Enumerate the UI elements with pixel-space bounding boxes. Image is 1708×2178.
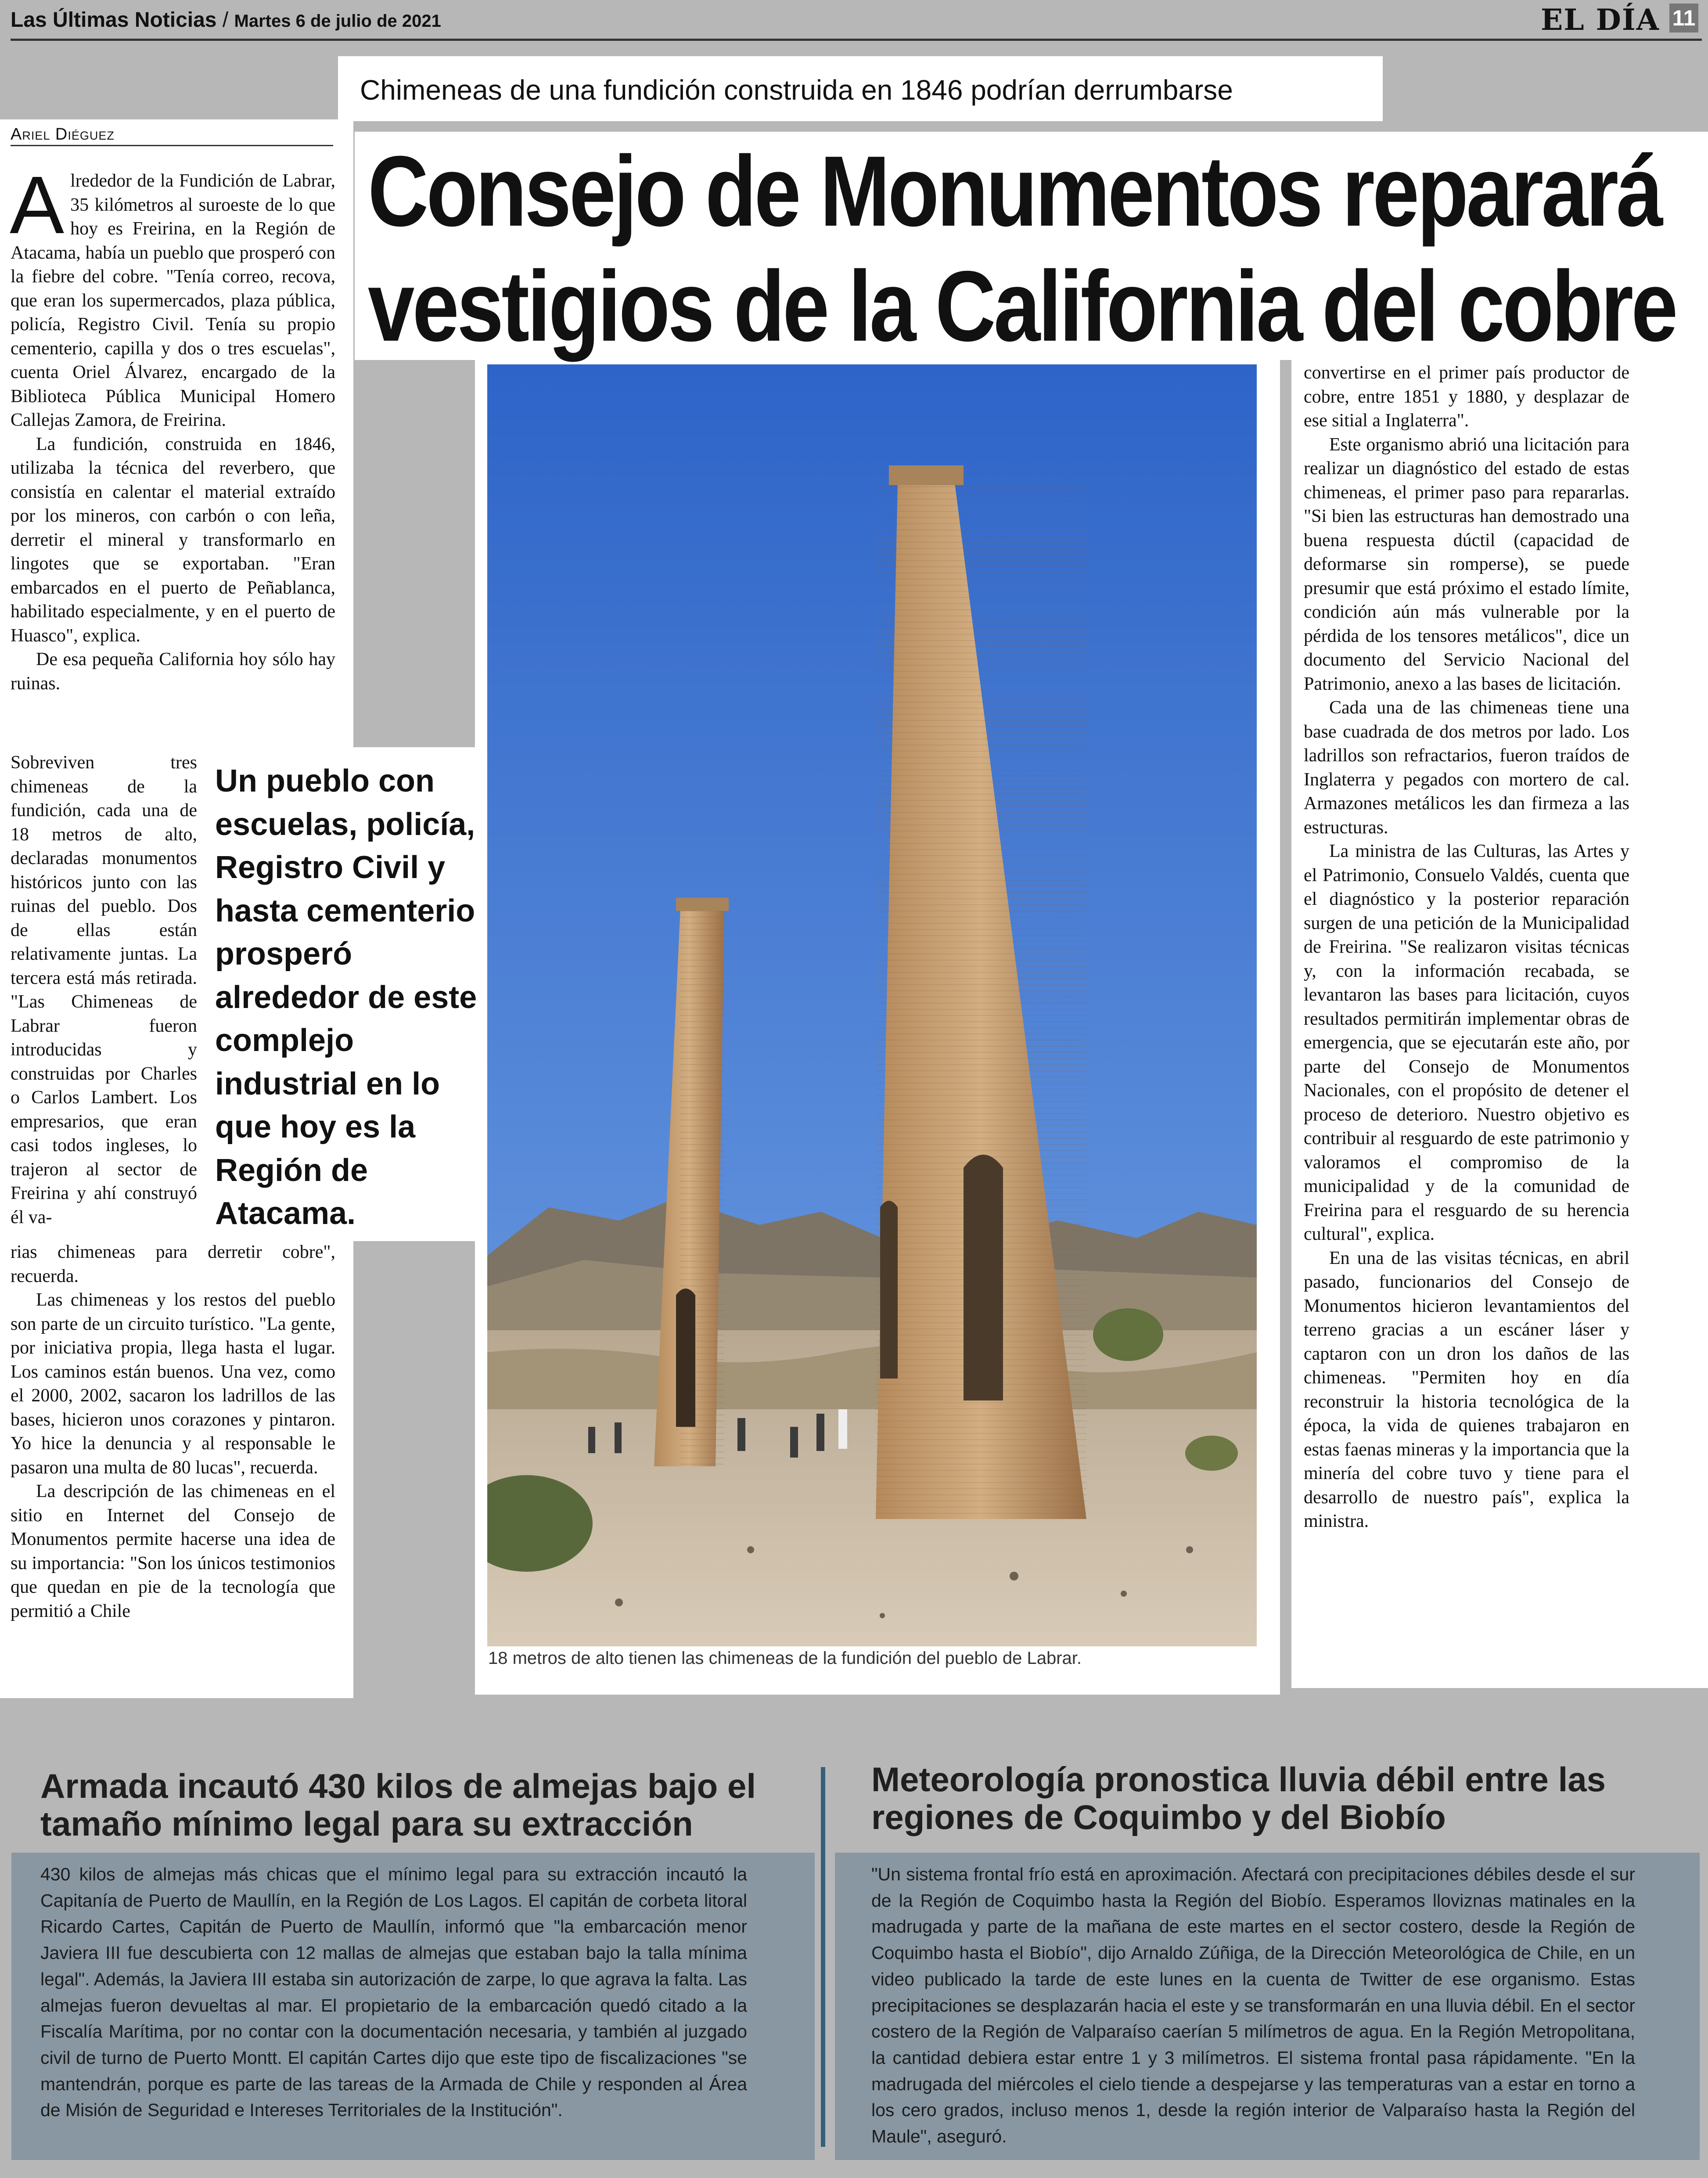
publication-name: Las Últimas Noticias xyxy=(11,8,217,32)
article-kicker: Chimeneas de una fundición construida en 1846 podrían derrumbarse xyxy=(360,74,1233,106)
paragraph-r1: convertirse en el primer país productor de cobre, entre 1851 y 1880, y desplazar de ese sitial a Inglaterra". xyxy=(1304,363,1629,431)
brief-left-body: 430 kilos de almejas más chicas que el mínimo legal para su extracción incautó la Capitanía de Puerto de Maullín, en la Región de Los Lagos. El capitán de corbeta litoral Ricardo Cartes, Capitán de Puerto de Maullín, informó que "la embarcación menor Javiera III fue descubierta con 12 mallas de almejas que estaban bajo la talla mínima legal". Además, la Javiera III estaba sin autorización de zarpe, lo que agrava la falta. Las almejas fueron devueltas al mar. El propietario de la embarcación quedó citado a la Fiscalía Marítima, por no contar con la documentación necesaria, y también al juzgado civil de turno de Puerto Montt. El capitán Cartes dijo que este tipo de fiscalizaciones "se mantendrán, porque es parte de las tareas de la Armada de Chile y responden al Área de Misión de Seguridad e Intereses Territoriales de la Institución". xyxy=(40,1864,747,2120)
left-column-top xyxy=(10,160,335,695)
chimneys-photo xyxy=(487,364,1257,1646)
paragraph-r3: Cada una de las chimeneas tiene una base cuadrada de dos metros por lado. Los ladrillos son refractarios, fueron traídos de Inglaterra y pegados con mortero de cal. Armazones metálicos les dan firmeza a las estructuras. xyxy=(1304,698,1629,838)
page-number: 11 xyxy=(1669,4,1698,32)
paragraph-3-start: De esa pequeña California hoy sólo hay ruinas. xyxy=(11,649,335,694)
headline-line-1: Consejo de Monumentos reparará xyxy=(368,136,1661,247)
masthead xyxy=(11,8,441,32)
section-name: EL DÍA xyxy=(1540,3,1660,37)
chimneys-photo-illustration xyxy=(487,364,1257,1646)
paragraph-3-body: Sobreviven tres chimeneas de la fundición, cada una de 18 metros de alto, declaradas monumentos históricos junto con las ruinas del pueblo. Dos de ellas están relativamente juntas. La tercera está más retirada. "Las Chimeneas de Labrar fueron introducidas y construidas por Charles o Carlos Lambert. Los empresarios, que eran casi todos ingleses, lo trajeron al sector de Freirina y ahí construyó él va- xyxy=(11,752,197,1228)
byline: Ariel Diéguez xyxy=(11,125,115,144)
left-column-bottom xyxy=(11,1240,335,1623)
article-headline xyxy=(368,134,1676,364)
paragraph-1: Alrededor de la Fundición de Labrar, 35 kilómetros al suroeste de lo que hoy es Freirina, en la Región de Atacama, había un pueblo que prosperó con la fiebre del cobre. "Tenía correo, recova, que eran los supermercados, plaza pública, policía, Registro Civil. Tenía su propio cementerio, capilla y dos o tres escuelas", cuenta Oriel Álvarez, encargado de la Biblioteca Pública Municipal Homero Callejas Zamora, de Freirina. xyxy=(10,160,335,430)
publication-date: Martes 6 de julio de 2021 xyxy=(234,11,441,31)
paragraph-4: Las chimeneas y los restos del pueblo son parte de un circuito turístico. "La gente, por iniciativa propia, llega hasta el lugar. Los caminos están buenos. Una vez, como el 2000, 2002, sacaron los ladrillos de las bases, hicieron unos corazones y pintaron. Yo hice la denuncia y al responsable le pasaron una multa de 80 lucas", recuerda. xyxy=(11,1290,335,1478)
paragraph-r5: En una de las visitas técnicas, en abril pasado, funcionarios del Consejo de Monumentos hicieron levantamientos del terreno gracias a un escáner láser y captaron con un dron los daños de las chimeneas. "Permiten hoy en día reconstruir la historia tecnológica de la época, la vida de quienes trabajaron en estas faenas mineras y la importancia que la minería del cobre tuvo y tiene para el desarrollo de nuestro país", explica la ministra. xyxy=(1304,1248,1629,1531)
brief-left-headline: Armada incautó 430 kilos de almejas bajo el tamaño mínimo legal para su extracción xyxy=(40,1767,756,1843)
paragraph-2: La fundición, construida en 1846, utilizaba la técnica del reverbero, que consistía en calentar el material extraído por los mineros, con carbón o con leña, derretir el mineral y transformarlo en lingotes que se exportaban. "Eran embarcados en el puerto de Peñablanca, habilitado especialmente, y en el puerto de Huasco", explica. xyxy=(11,434,335,646)
photo-caption: 18 metros de alto tienen las chimeneas de la fundición del pueblo de Labrar. xyxy=(488,1649,1082,1668)
paragraph-5: La descripción de las chimeneas en el sitio en Internet del Consejo de Monumentos permite hacerse una idea de su importancia: "Son los únicos testimonios que quedan en pie de la tecnología que permitió a Chile xyxy=(11,1481,335,1621)
paragraph-3-end: rias chimeneas para derretir cobre", recuerda. xyxy=(11,1242,335,1286)
paragraph-r2: Este organismo abrió una licitación para realizar un diagnóstico del estado de estas chimeneas, el primer paso para repararlas. "Si bien las estructuras han demostrado una buena respuesta dúctil (capacidad de deformarse sin romperse), se puede presumir que está próximo el estado límite, condición aún más vulnerable por la pérdida de los tensores metálicos", dice un documento del Servicio Nacional del Patrimonio, anexo a las bases de licitación. xyxy=(1304,434,1629,694)
brief-right-body: "Un sistema frontal frío está en aproximación. Afectará con precipitaciones débiles desde el sur de la Región de Coquimbo hasta la Región del Biobío. Esperamos lloviznas matinales en la madrugada y parte de la mañana de este martes en el sector costero, desde la Región de Coquimbo hasta el Biobío", dijo Arnaldo Zúñiga, de la Dirección Meteorológica de Chile, en un video publicado la tarde de este lunes en la cuenta de Twitter de ese organismo. Estas precipitaciones se desplazarán hacia el este y se transformarán en una lluvia débil. En el sector costero de la Región de Valparaíso caerían 5 milímetros de agua. En la Región Metropolitana, la cantidad debiera estar entre 1 y 3 milímetros. El sistema frontal pasa rápidamente. "En la madrugada del miércoles el cielo tiende a despejarse y las temperaturas van a estar en torno a los cero grados, incluso menos 1, desde la región interior de Valparaíso hasta la Región del Maule", aseguró. xyxy=(871,1864,1635,2147)
briefs-divider xyxy=(821,1767,825,2147)
header-rule xyxy=(11,39,1702,41)
pull-quote: Un pueblo con escuelas, policía, Registro Civil y hasta cementerio prosperó alrededor de este complejo industrial en lo que hoy es la Región de Atacama. xyxy=(215,763,477,1231)
paragraph-r4: La ministra de las Culturas, las Artes y el Patrimonio, Consuelo Valdés, cuenta que el diagnóstico y la posterior reparación surgen de una petición de la Municipalidad de Freirina. "Se realizaron visitas técnicas y, con la información recabada, se levantaron las bases para licitación, cuyos resultados permitirán implementar obras de emergencia, que se ejecutarán este año, por parte del Consejo de Monumentos Nacionales, con el propósito de detener el proceso de deterioro. Nuestro objetivo es contribuir al resguardo de este patrimonio y valoramos el compromiso de la municipalidad y de la comunidad de Freirina para el resguardo de su herencia cultural", explica. xyxy=(1304,841,1629,1244)
left-column-narrow xyxy=(11,751,197,1229)
right-column xyxy=(1304,361,1629,1534)
brief-right-headline: Meteorología pronostica lluvia débil entre las regiones de Coquimbo y del Biobío xyxy=(871,1760,1606,1836)
drop-cap: A xyxy=(10,160,65,251)
headline-line-2: vestigios de la California del cobre xyxy=(368,251,1676,362)
byline-rule xyxy=(11,145,333,146)
header-separator: / xyxy=(222,8,229,32)
